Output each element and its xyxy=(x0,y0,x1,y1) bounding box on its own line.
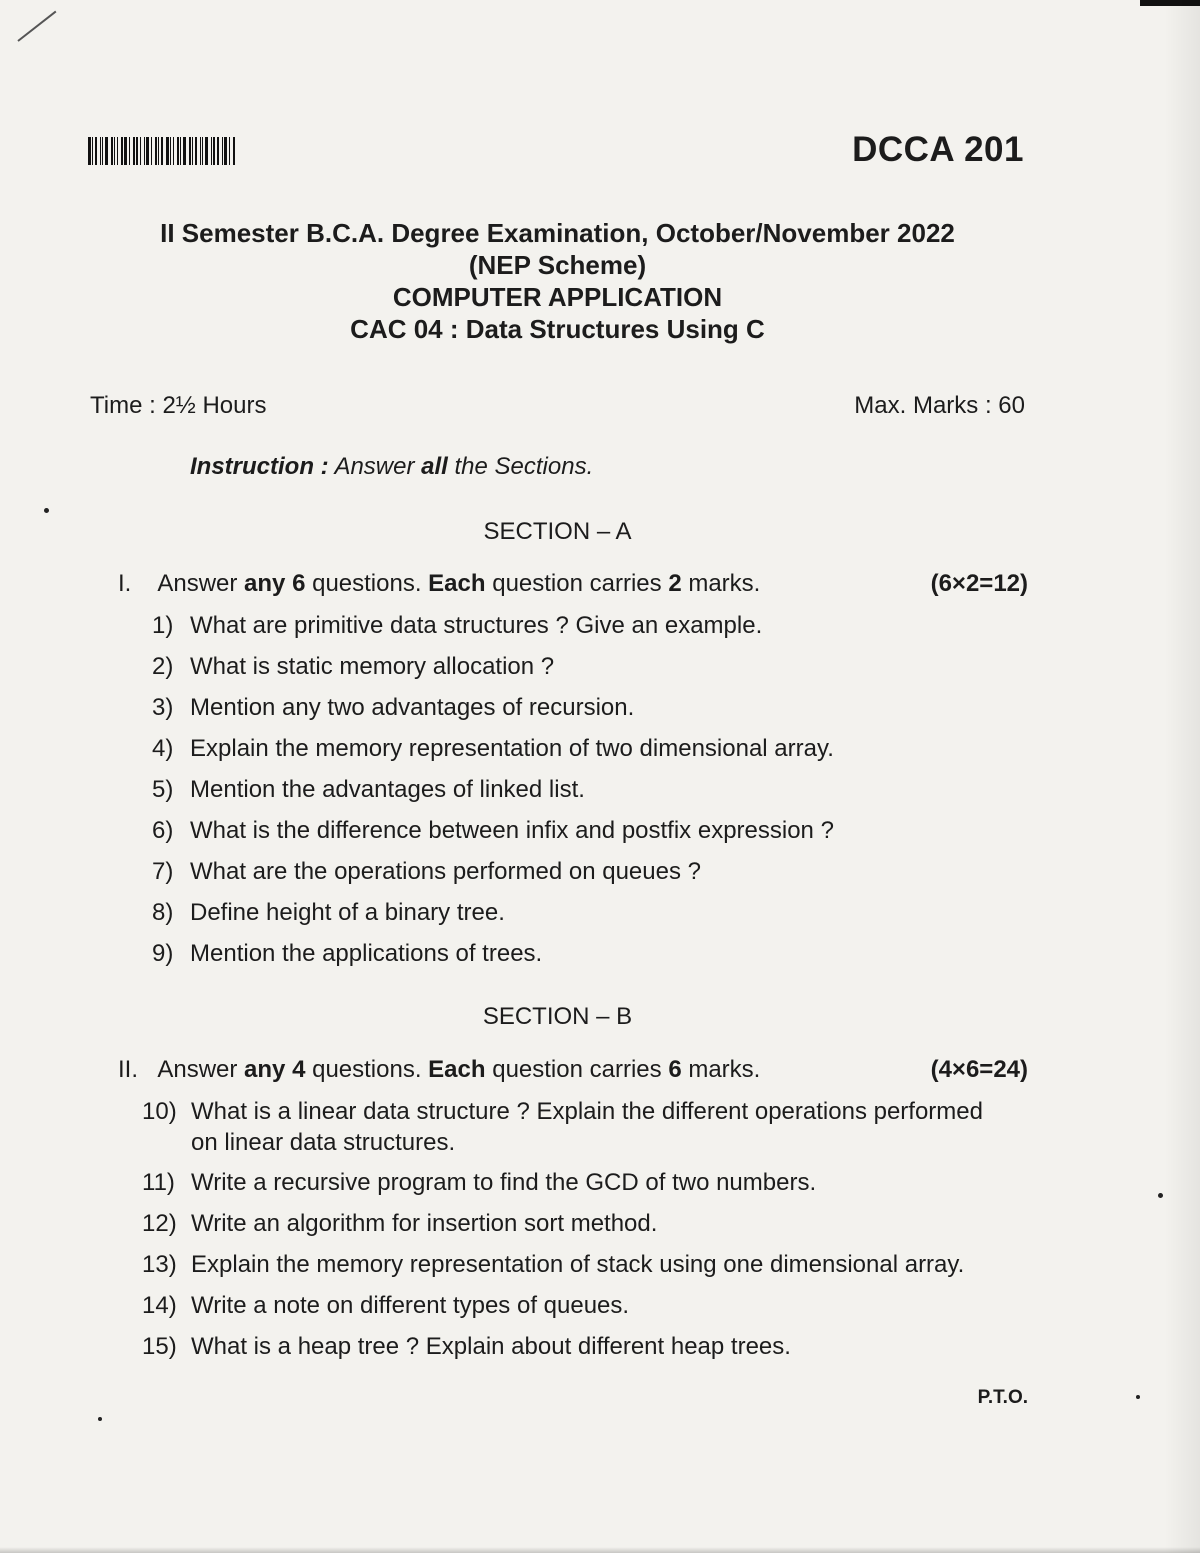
question-number: 10) xyxy=(142,1098,177,1125)
barcode-stripe xyxy=(224,137,227,165)
part-number: I. xyxy=(118,570,132,597)
question-text: Explain the memory representation of stack using one dimensional array. xyxy=(191,1251,965,1278)
section-marks: (4×6=24) xyxy=(930,1056,1028,1083)
barcode-stripe xyxy=(158,137,159,165)
question-number: 12) xyxy=(142,1210,177,1237)
question-number: 9) xyxy=(152,940,174,967)
barcode-stripe xyxy=(200,137,201,165)
directive-bold: any 4 xyxy=(244,1056,306,1083)
question-number: 14) xyxy=(142,1292,177,1319)
scheme-label: (NEP Scheme) xyxy=(468,250,647,280)
instruction-text-after: the Sections. xyxy=(454,453,594,480)
section-marks: (6×2=12) xyxy=(930,570,1028,597)
directive-word: Answer xyxy=(157,570,238,597)
question-number: 13) xyxy=(142,1251,177,1278)
directive-word: question carries xyxy=(492,1056,662,1083)
paper-title: CAC 04 : Data Structures Using C xyxy=(350,314,765,344)
question-text: What are primitive data structures ? Give an example. xyxy=(190,612,763,639)
barcode-stripe xyxy=(173,137,174,165)
barcode-stripe xyxy=(114,137,115,165)
barcode-stripe xyxy=(177,137,179,165)
instruction-label: Instruction : xyxy=(190,453,329,480)
question-number: 15) xyxy=(142,1333,177,1360)
question-text: Mention any two advantages of recursion. xyxy=(190,694,635,721)
barcode-stripe xyxy=(111,137,113,165)
directive-bold: Each xyxy=(428,570,486,597)
barcode-stripe xyxy=(211,137,212,165)
instruction-text-bold: all xyxy=(421,453,448,480)
barcode-stripe xyxy=(192,137,193,165)
question-text: Mention the applications of trees. xyxy=(190,940,543,967)
barcode-stripe xyxy=(121,137,123,165)
question-number: 4) xyxy=(152,735,174,762)
barcode-stripe xyxy=(180,137,181,165)
part-number: II. xyxy=(118,1056,139,1083)
directive-word: Answer xyxy=(157,1056,238,1083)
directive-word: marks. xyxy=(688,1056,761,1083)
question-text: What is a heap tree ? Explain about different heap trees. xyxy=(191,1333,791,1360)
section-b-directive xyxy=(118,1056,1028,1084)
directive-bold: 6 xyxy=(668,1056,682,1083)
question-text: What is static memory allocation ? xyxy=(190,653,555,680)
directive-word: questions. xyxy=(312,1056,422,1083)
exam-title: II Semester B.C.A. Degree Examination, October/November 2022 xyxy=(160,218,955,248)
barcode-stripe xyxy=(146,137,149,165)
barcode-stripe xyxy=(205,137,208,165)
barcode-stripe xyxy=(129,137,130,165)
question-number: 6) xyxy=(152,817,174,844)
question-number: 1) xyxy=(152,612,174,639)
barcode-stripe xyxy=(166,137,169,165)
barcode-stripe xyxy=(102,137,103,165)
question-number: 8) xyxy=(152,899,174,926)
question-text: Explain the memory representation of two dimensional array. xyxy=(190,735,834,762)
barcode-stripe xyxy=(140,137,141,165)
question-text: Write a note on different types of queues. xyxy=(191,1292,630,1319)
barcode-stripe xyxy=(88,137,91,165)
question-number: 2) xyxy=(152,653,174,680)
barcode-stripe xyxy=(229,137,230,165)
barcode-stripe xyxy=(95,137,97,165)
time-duration: Time : 2½ Hours xyxy=(90,392,267,419)
section-a-directive xyxy=(118,570,1028,598)
barcode-stripe xyxy=(213,137,215,165)
barcode-stripe xyxy=(195,137,197,165)
pen-mark xyxy=(17,11,56,42)
barcode-stripe xyxy=(189,137,191,165)
barcode-stripe xyxy=(144,137,145,165)
barcode-stripe xyxy=(202,137,203,165)
barcode-stripe xyxy=(117,137,118,165)
barcode-stripe xyxy=(183,137,186,165)
barcode-stripe xyxy=(124,137,127,165)
question-text: What is a linear data structure ? Explain the different operations performed on linear data structures. xyxy=(191,1098,983,1156)
question-text: Write a recursive program to find the GCD of two numbers. xyxy=(191,1169,817,1196)
question-text: What are the operations performed on queues ? xyxy=(190,858,701,885)
barcode-stripe xyxy=(222,137,223,165)
directive-bold: Each xyxy=(428,1056,486,1083)
barcode-stripe xyxy=(161,137,163,165)
scan-speck xyxy=(1158,1193,1163,1198)
max-marks: Max. Marks : 60 xyxy=(854,392,1025,419)
section-b-title: SECTION – B xyxy=(482,1003,633,1030)
question-text: What is the difference between infix and postfix expression ? xyxy=(190,817,834,844)
page-edge-shadow xyxy=(1164,0,1200,1553)
instruction-text-before: Answer xyxy=(334,453,415,480)
page-turn-over: P.T.O. xyxy=(977,1387,1028,1408)
question-text: Write an algorithm for insertion sort method. xyxy=(191,1210,658,1237)
course-code: DCCA 201 xyxy=(852,130,1024,169)
barcode-stripe xyxy=(136,137,138,165)
directive-word: marks. xyxy=(688,570,761,597)
barcode-stripe xyxy=(92,137,93,165)
page-bottom-shadow xyxy=(0,1547,1200,1553)
subject-title: COMPUTER APPLICATION xyxy=(392,282,723,312)
question-number: 5) xyxy=(152,776,174,803)
directive-word: questions. xyxy=(312,570,422,597)
scan-speck xyxy=(1136,1395,1140,1399)
directive-bold: any 6 xyxy=(244,570,306,597)
instruction xyxy=(190,453,593,481)
barcode xyxy=(88,137,304,165)
barcode-stripe xyxy=(170,137,171,165)
scan-speck xyxy=(98,1417,102,1421)
question-number: 11) xyxy=(142,1169,175,1196)
barcode-stripe xyxy=(155,137,157,165)
directive-bold: 2 xyxy=(668,570,682,597)
question-number: 7) xyxy=(152,858,174,885)
barcode-stripe xyxy=(133,137,135,165)
barcode-stripe xyxy=(105,137,108,165)
directive-word: question carries xyxy=(492,570,662,597)
question-text: Mention the advantages of linked list. xyxy=(190,776,585,803)
barcode-stripe xyxy=(100,137,101,165)
barcode-stripe xyxy=(151,137,152,165)
barcode-stripe xyxy=(217,137,219,165)
scan-speck xyxy=(44,508,49,513)
question-text: Define height of a binary tree. xyxy=(190,899,505,926)
barcode-stripe xyxy=(233,137,235,165)
question-number: 3) xyxy=(152,694,174,721)
section-a-title: SECTION – A xyxy=(483,518,632,545)
